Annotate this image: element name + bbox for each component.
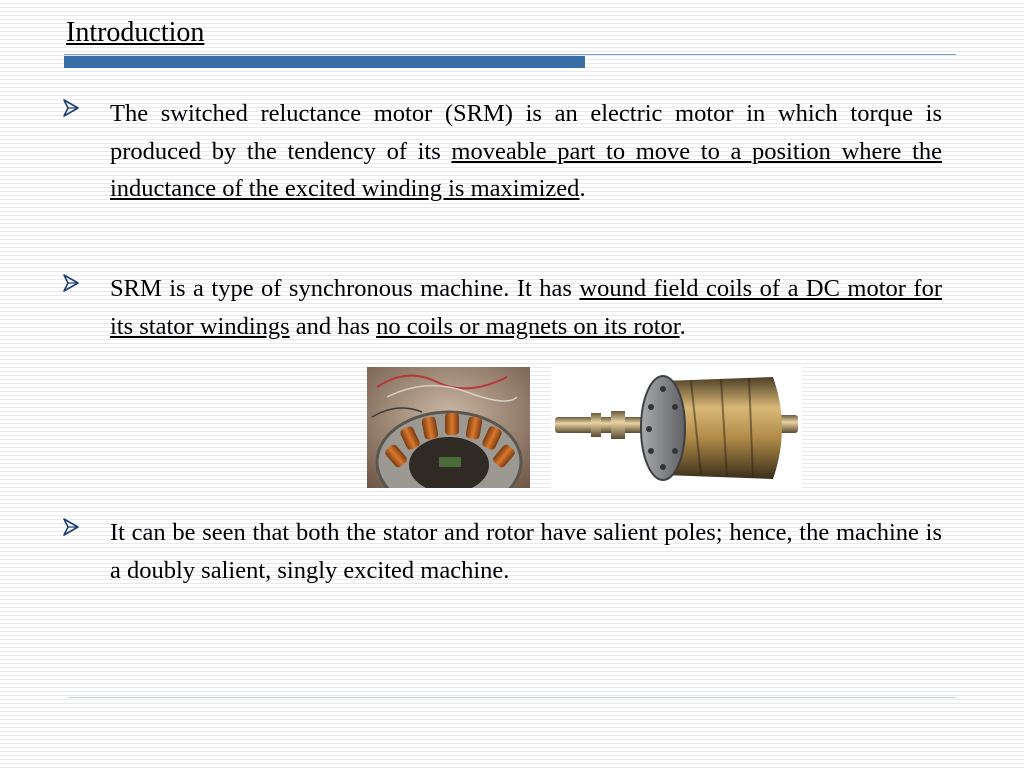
bullet-item-1 (60, 95, 942, 208)
slide-title: Introduction (66, 17, 205, 48)
arrow-bullet-icon (60, 516, 82, 538)
bullet-text-3 (110, 514, 942, 589)
stator-photo (367, 367, 530, 488)
text-segment: . (579, 175, 586, 202)
bullet-text-2 (110, 270, 942, 345)
footer-divider-line (68, 697, 956, 698)
bullet-item-3 (60, 514, 942, 589)
text-segment: It can be seen that both the stator and rotor have salient poles; hence, the machine is a doubly salient, singly excited machine. (110, 519, 942, 584)
bullet-text-1 (110, 95, 942, 208)
text-segment: and has (289, 312, 377, 340)
underlined-text: moveable part to move to a position where the inductance of the excited winding is maximized (110, 137, 942, 202)
text-segment: SRM is a type of synchronous machine. It has (110, 275, 580, 302)
rotor-photo (551, 367, 802, 488)
arrow-bullet-icon (60, 97, 82, 119)
text-segment: The switched reluctance motor (SRM) is an electric motor in which torque is produced by the tendency of its (110, 100, 942, 165)
underlined-text: wound field coils of a DC motor for its stator windings (110, 275, 942, 340)
title-accent-bar (64, 56, 585, 68)
arrow-bullet-icon (60, 272, 82, 294)
text-segment: . (679, 312, 686, 340)
title-divider-line (64, 54, 956, 55)
bullet-item-2 (60, 270, 942, 345)
underlined-text: no coils or magnets on its rotor (376, 312, 680, 340)
